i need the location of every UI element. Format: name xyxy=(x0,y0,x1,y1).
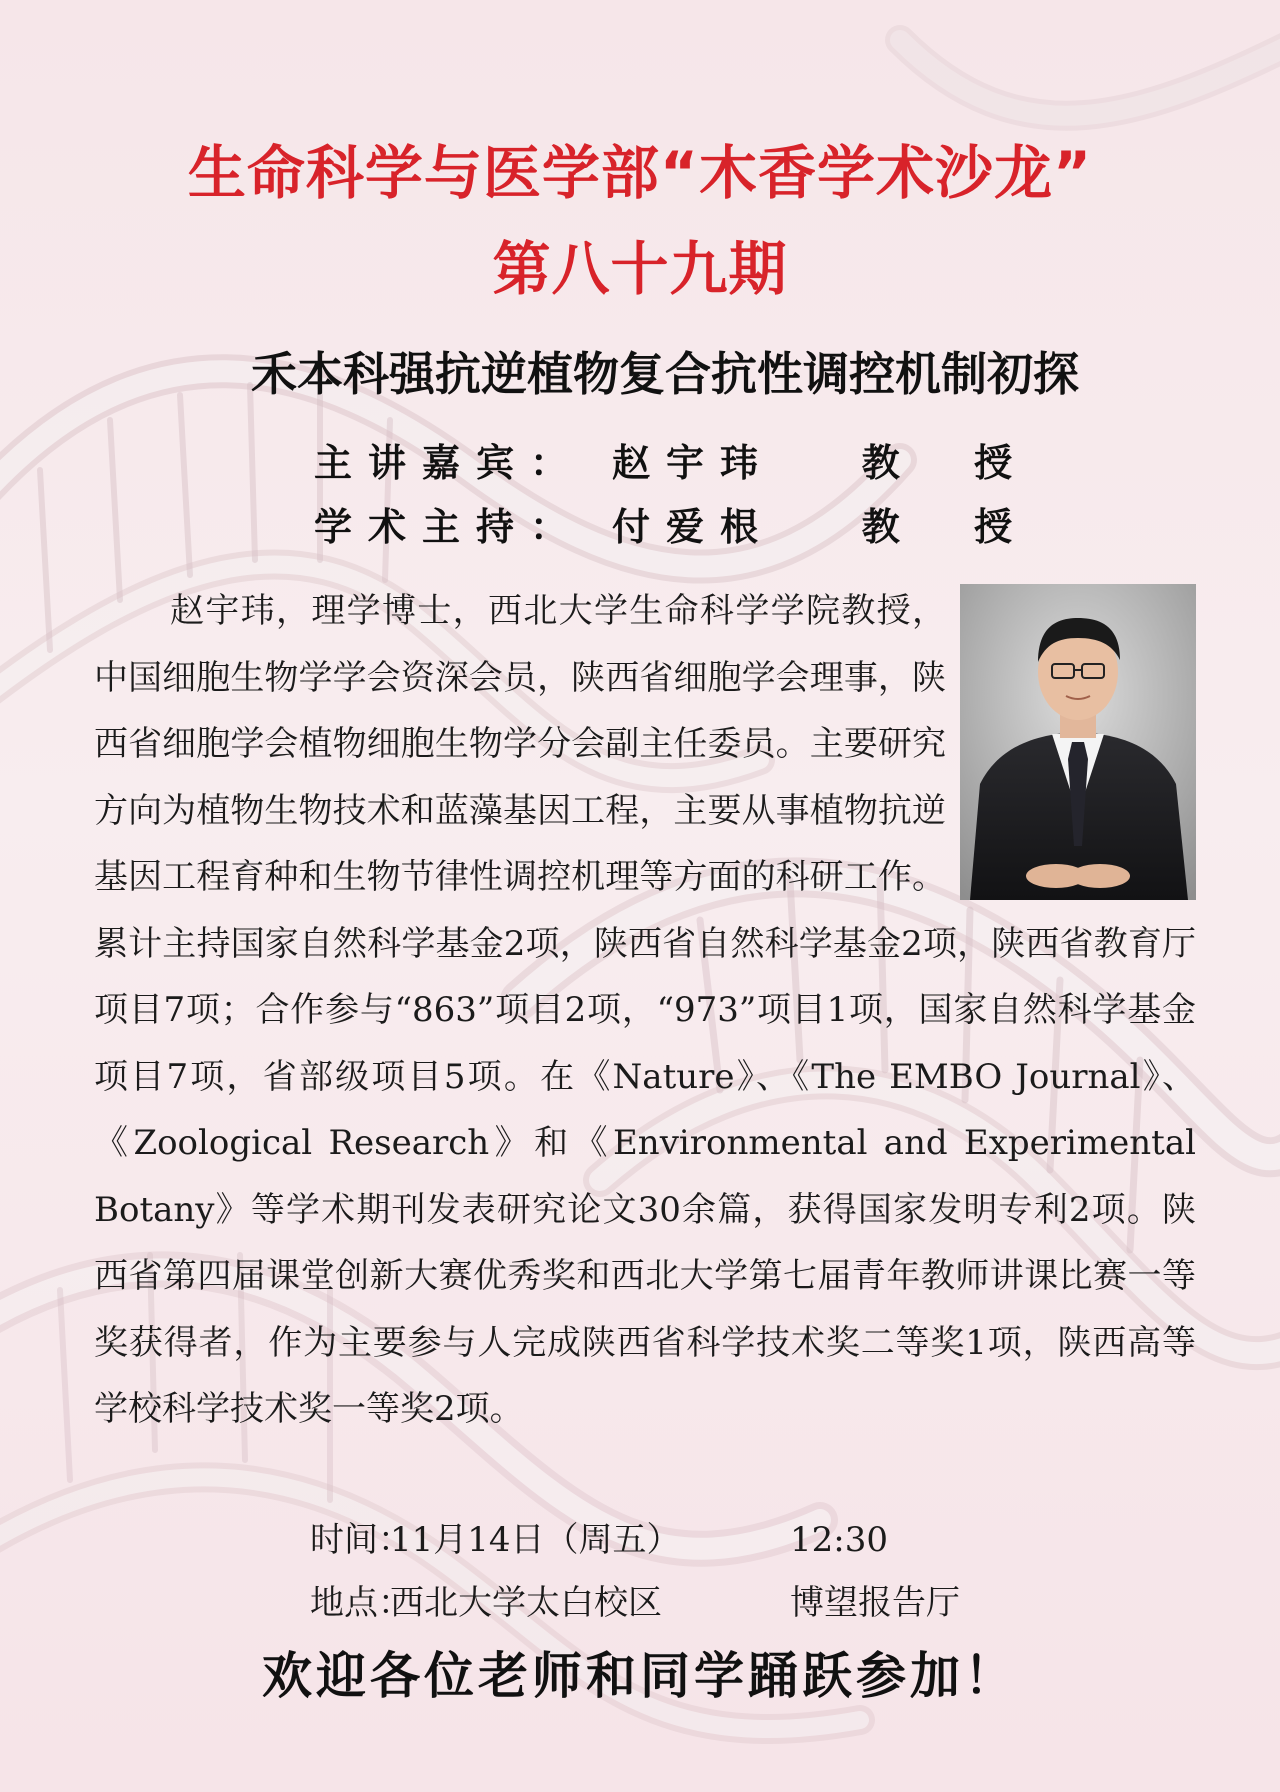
welcome-message: 欢迎各位老师和同学踊跃参加！ xyxy=(262,1646,1018,1705)
lecture-topic: 禾本科强抗逆植物复合抗性调控机制初探 xyxy=(251,347,1079,401)
poster-issue-number: 第八十九期 xyxy=(492,235,788,303)
host-name: 付爱根 教 授 xyxy=(612,505,1029,549)
host-row xyxy=(314,496,1028,551)
speaker-bio xyxy=(94,578,1196,1443)
event-hall: 博望报告厅 xyxy=(790,1583,960,1623)
event-date: 11月14日（周五） xyxy=(390,1520,681,1560)
time-label: 时间： xyxy=(310,1520,412,1560)
speaker-name: 赵宇玮 教 授 xyxy=(612,441,1029,485)
poster-title: 生命科学与医学部“木香学术沙龙” xyxy=(187,139,1093,207)
speaker-portrait-photo xyxy=(960,584,1196,900)
speaker-role-label: 主讲嘉宾： xyxy=(314,441,585,485)
speaker-row xyxy=(314,432,1028,487)
event-campus: 西北大学太白校区 xyxy=(390,1583,662,1623)
event-clock-time: 12:30 xyxy=(790,1520,888,1560)
event-time xyxy=(310,1512,888,1561)
place-label: 地点： xyxy=(310,1583,412,1623)
speaker-bio-text: 赵宇玮，理学博士，西北大学生命科学学院教授，中国细胞生物学学会资深会员，陕西省细胞学会理事，陕西省细胞学会植物细胞生物学分会副主任委员。主要研究方向为植物生物技术和蓝藻基因工程，主要从事植物抗逆基因工程育种和生物节律性调控机理等方面的科研工作。累计主持国家自然科学基金2项，陕西省自然科学基金2项，陕西省教育厅项目7项；合作参与“863”项目2项，“973”项目1项，国家自然科学基金项目7项，省部级项目5项。在《Nature》、《The EMBO Journal》、《Zoological Research》和《Environmental and Experimental Botany》等学术期刊发表研究论文30余篇，获得国家发明专利2项。陕西省第四届课堂创新大赛优秀奖和西北大学第七届青年教师讲课比赛一等奖获得者，作为主要参与人完成陕西省科学技术奖二等奖1项，陕西高等学校科学技术奖一等奖2项。 xyxy=(94,591,1196,1429)
host-role-label: 学术主持： xyxy=(314,505,585,549)
event-place xyxy=(310,1575,960,1624)
